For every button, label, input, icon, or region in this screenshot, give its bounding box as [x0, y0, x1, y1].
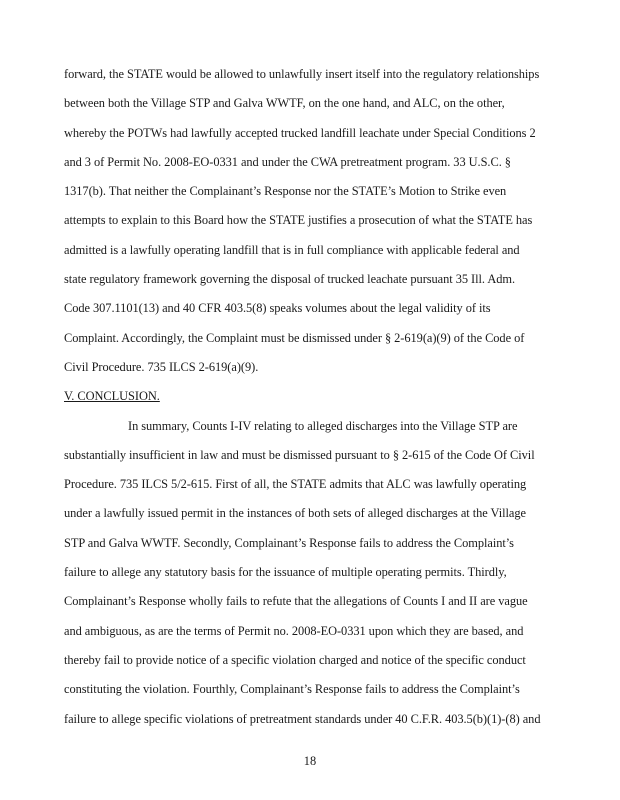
- text-line: Civil Procedure. 735 ILCS 2-619(a)(9).: [64, 359, 259, 374]
- text-line: Complaint. Accordingly, the Complaint must be dismissed under § 2-619(a)(9) of the Code of: [64, 330, 525, 345]
- text-line: failure to allege specific violations of pretreatment standards under 40 C.F.R. 403.5(b)(1)-(8) and: [64, 711, 541, 726]
- text-line: Procedure. 735 ILCS 5/2-615. First of all, the STATE admits that ALC was lawfully operating: [64, 477, 527, 492]
- text-line: and 3 of Permit No. 2008-EO-0331 and under the CWA pretreatment program. 33 U.S.C. §: [64, 154, 511, 169]
- paragraph-continued: [64, 60, 552, 734]
- text-line: attempts to explain to this Board how the STATE justifies a prosecution of what the STATE has: [64, 213, 533, 228]
- text-line: forward, the STATE would be allowed to unlawfully insert itself into the regulatory relationships: [64, 67, 540, 81]
- text-line: under a lawfully issued permit in the instances of both sets of alleged discharges at the Village: [64, 506, 526, 521]
- text-line: and ambiguous, as are the terms of Permit no. 2008-EO-0331 upon which they are based, and: [64, 623, 524, 638]
- text-line: between both the Village STP and Galva WWTF, on the one hand, and ALC, on the other,: [64, 96, 505, 111]
- section-heading: V. CONCLUSION.: [64, 389, 160, 404]
- text-line: whereby the POTWs had lawfully accepted trucked landfill leachate under Special Conditions 2: [64, 125, 536, 140]
- text-line: state regulatory framework governing the disposal of trucked leachate pursuant 35 Ill. Adm.: [64, 272, 516, 287]
- text-line: Complainant’s Response wholly fails to refute that the allegations of Counts I and II are vague: [64, 594, 528, 609]
- text-line: substantially insufficient in law and must be dismissed pursuant to § 2-615 of the Code Of Civil: [64, 447, 535, 462]
- text-line: failure to allege any statutory basis for the issuance of multiple operating permits. Thirdly,: [64, 565, 507, 580]
- text-line: STP and Galva WWTF. Secondly, Complainant’s Response fails to address the Complaint’s: [64, 535, 514, 550]
- text-line: constituting the violation. Fourthly, Complainant’s Response fails to address the Complaint’s: [64, 682, 520, 697]
- text-line: In summary, Counts I-IV relating to alleged discharges into the Village STP are: [128, 418, 518, 433]
- text-line: thereby fail to provide notice of a specific violation charged and notice of the specific conduct: [64, 652, 526, 667]
- page-number: 18: [303, 754, 317, 768]
- text-line: admitted is a lawfully operating landfill that is in full compliance with applicable federal and: [64, 242, 520, 257]
- text-line: 1317(b). That neither the Complainant’s Response nor the STATE’s Motion to Strike even: [64, 184, 507, 199]
- text-line: Code 307.1101(13) and 40 CFR 403.5(8) speaks volumes about the legal validity of its: [64, 301, 491, 316]
